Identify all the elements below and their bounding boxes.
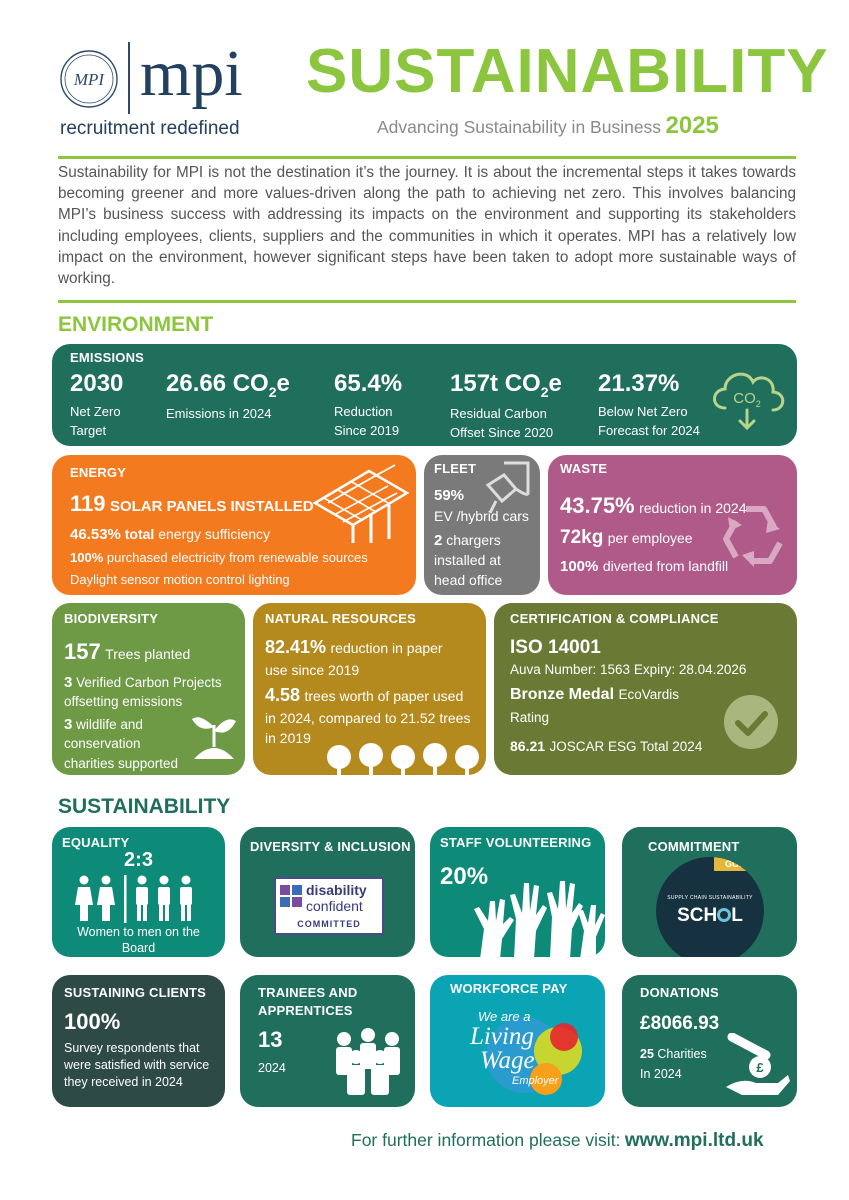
emissions-stat: 26.66 $CO_2e$ Emissions in 2024: [166, 370, 290, 421]
donation-hand-icon: [722, 1033, 792, 1097]
divider: [58, 300, 796, 303]
page-title: SUSTAINABILITY: [306, 37, 829, 106]
website-link[interactable]: www.mpi.ltd.uk: [624, 1130, 764, 1151]
intro-paragraph: Sustainability for MPI is not the destination it’s the journey. It is about the incremental steps it takes towards becoming greener and more values-driven along the path to achieving net zero. This involves balancing MPI’s business success with addressing its impacts on the environment and supporting its stakeholders including employees, clients, suppliers and the communities in which it operates. MPI has a relatively low impact on the environment, however significant steps have been taken to adopt more sustainable ways of working.: [58, 164, 796, 288]
footer: For further information please visit: www.mpi.ltd.uk: [351, 1130, 764, 1151]
clients-title: SUSTAINING CLIENTS: [64, 985, 207, 1000]
diversity-title: DIVERSITY & INCLUSION: [250, 839, 411, 854]
workforce-pay-title: WORKFORCE PAY: [450, 981, 568, 996]
natural-resources-title: NATURAL RESOURCES: [265, 611, 416, 626]
divider: [58, 156, 796, 159]
co2-cloud-icon: [707, 356, 791, 436]
svg-text:CO2: $CO_2$: [733, 390, 761, 409]
certification-title: CERTIFICATION & COMPLIANCE: [510, 611, 719, 626]
commitment-title: COMMITMENT: [648, 839, 740, 854]
trainees-card: TRAINEES AND APPRENTICES 13 2024: [240, 975, 415, 1107]
group-icon: [330, 1025, 406, 1095]
certification-card: CERTIFICATION & COMPLIANCE ISO 14001 Auva Number: 1563 Expiry: 28.04.2026 Bronze Medal EcoVardis Rating 86.21 JOSCAR ESG Total 2024: [494, 603, 797, 775]
biodiversity-title: BIODIVERSITY: [64, 611, 159, 626]
clients-card: SUSTAINING CLIENTS 100% Survey respondents that were satisfied with service they received in 2024: [52, 975, 225, 1107]
page-subtitle: Advancing Sustainability in Business 2025: [377, 112, 719, 139]
waste-card: WASTE 43.75% reduction in 2024 72kg per employee 100% diverted from landfill: [548, 455, 797, 595]
solar-panel-icon: [307, 463, 412, 543]
emissions-stat: 65.4% Reduction Since 2019: [334, 370, 403, 438]
commitment-card: [622, 827, 797, 957]
logo-wordmark: mpi: [140, 37, 243, 110]
logo-tagline: recruitment redefined: [60, 118, 240, 139]
emissions-stat: 21.37% Below Net Zero Forecast for 2024: [598, 370, 700, 438]
emissions-title: EMISSIONS: [70, 350, 145, 365]
disability-confident-badge: disability confident COMMITTED: [274, 877, 384, 935]
raised-hands-icon: [470, 869, 605, 957]
donations-title: DONATIONS: [640, 985, 719, 1000]
waste-title: WASTE: [560, 461, 608, 476]
fleet-card: FLEET 59% EV /hybrid cars 2 chargers installed at head office: [424, 455, 540, 595]
equality-card: EQUALITY 2:3 Women to men on the Board: [52, 827, 225, 957]
year: 2025: [665, 112, 719, 139]
seedling-icon: [190, 709, 238, 759]
diversity-card: [240, 827, 415, 957]
energy-card: ENERGY 119 SOLAR PANELS INSTALLED 46.53% total energy sufficiency 100% purchased electricity from renewable sources Daylight sensor motion control lighting: [52, 455, 416, 595]
trainees-title: TRAINEES AND: [258, 985, 358, 1000]
svg-text:MPI: MPI: [73, 70, 105, 89]
workforce-pay-card: WORKFORCE PAY We are a Living Wage Employer: [430, 975, 605, 1107]
fleet-title: FLEET: [434, 461, 477, 476]
emissions-card: [52, 344, 797, 446]
volunteering-card: STAFF VOLUNTEERING 20%: [430, 827, 605, 957]
logo: [58, 37, 268, 142]
energy-title: ENERGY: [70, 465, 127, 480]
svg-text:£: £: [756, 1060, 764, 1075]
sustainability-school-badge: GOLD SUPPLY CHAIN SUSTAINABILITY SCH L: [656, 857, 764, 957]
donations-card: DONATIONS £8066.93 25 Charities In 2024 £: [622, 975, 797, 1107]
equality-title: EQUALITY: [62, 835, 130, 850]
section-heading-sustainability: SUSTAINABILITY: [58, 795, 231, 818]
people-icon: [74, 875, 204, 923]
natural-resources-card: NATURAL RESOURCES 82.41% reduction in paper use since 2019 4.58 trees worth of paper used in 2024, compared to 21.52 trees in 2019: [253, 603, 486, 775]
trees-icon: [319, 743, 483, 775]
section-heading-environment: ENVIRONMENT: [58, 313, 214, 336]
checkmark-icon: [722, 693, 780, 751]
biodiversity-card: BIODIVERSITY 157 Trees planted 3 Verified Carbon Projects offsetting emissions 3 wildlife and conservation charities supported: [52, 603, 245, 775]
disability-logo-icon: [280, 885, 302, 907]
emissions-stat: 157t $CO_2e$ Residual Carbon Offset Since 2020: [450, 370, 562, 440]
volunteering-title: STAFF VOLUNTEERING: [440, 835, 592, 850]
emissions-stat: 2030 Net Zero Target: [70, 370, 124, 438]
logo-monogram-icon: [58, 48, 120, 110]
